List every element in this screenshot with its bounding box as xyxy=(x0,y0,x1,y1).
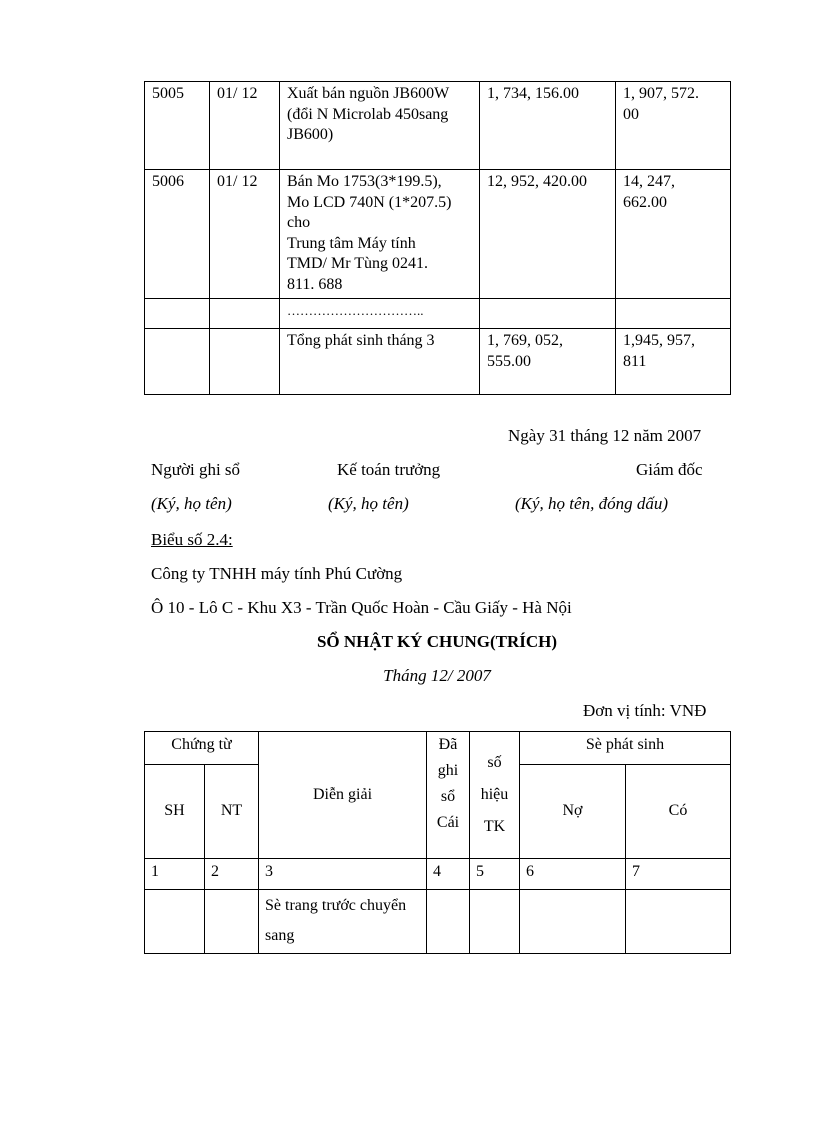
voucher-number: 5006 xyxy=(145,170,210,299)
index-cell: 7 xyxy=(626,859,731,890)
description-cell: ………………………….. xyxy=(280,299,480,329)
index-row xyxy=(145,859,731,890)
index-cell: 4 xyxy=(427,859,470,890)
debit-header: Nợ xyxy=(520,765,626,859)
credit-header: Có xyxy=(626,765,731,859)
chief-accountant-title: Kế toán trưởng xyxy=(337,460,441,479)
voucher-date: 01/ 12 xyxy=(210,170,280,299)
empty-cell xyxy=(470,890,520,954)
nt-header: NT xyxy=(205,765,259,859)
table-row xyxy=(145,82,731,170)
company-address: Ô 10 - Lô C - Khu X3 - Trần Quốc Hoàn - Cầu Giấy - Hà Nội xyxy=(151,598,572,617)
voucher-number: 5005 xyxy=(145,82,210,170)
empty-cell xyxy=(427,890,470,954)
empty-cell xyxy=(145,890,205,954)
chief-accountant-note: (Ký, họ tên) xyxy=(328,494,409,513)
description-header: Diễn giải xyxy=(259,732,427,859)
credit-cell: 14, 247, 662.00 xyxy=(616,170,731,299)
sh-header: SH xyxy=(145,765,205,859)
amount-header: Sè phát sinh xyxy=(520,732,731,765)
index-cell: 6 xyxy=(520,859,626,890)
recorder-title: Người ghi sổ xyxy=(151,460,241,479)
description-cell: Bán Mo 1753(3*199.5), Mo LCD 740N (1*207.5) cho Trung tâm Máy tính TMD/ Mr Tùng 0241. 811. 688 xyxy=(280,170,480,299)
empty-cell xyxy=(210,299,280,329)
director-title: Giám đốc xyxy=(636,460,703,479)
posted-header: Đã ghi sổ Cái xyxy=(427,732,470,859)
unit-label: Đơn vị tính: VNĐ xyxy=(583,701,707,720)
description-cell: Tổng phát sinh tháng 3 xyxy=(280,329,480,395)
empty-cell xyxy=(480,299,616,329)
journal-table xyxy=(144,731,731,954)
header-row xyxy=(145,732,731,765)
voucher-date: 01/ 12 xyxy=(210,82,280,170)
table-row xyxy=(145,299,731,329)
page-title: SỔ NHẬT KÝ CHUNG(TRÍCH) xyxy=(316,632,558,651)
empty-cell xyxy=(145,299,210,329)
debit-cell: 12, 952, 420.00 xyxy=(480,170,616,299)
account-header: số hiệu TK xyxy=(470,732,520,859)
table-row xyxy=(145,890,731,954)
ledger-table xyxy=(144,81,731,395)
director-note: (Ký, họ tên, đóng dấu) xyxy=(515,494,668,513)
empty-cell xyxy=(520,890,626,954)
empty-cell xyxy=(616,299,731,329)
empty-cell xyxy=(626,890,731,954)
index-cell: 3 xyxy=(259,859,427,890)
empty-cell xyxy=(210,329,280,395)
index-cell: 1 xyxy=(145,859,205,890)
debit-cell: 1, 734, 156.00 xyxy=(480,82,616,170)
table-row-total xyxy=(145,329,731,395)
form-label: Biểu số 2.4: xyxy=(151,530,233,549)
period-label: Tháng 12/ 2007 xyxy=(383,666,491,685)
credit-cell: 1,945, 957, 811 xyxy=(616,329,731,395)
description-cell: Xuất bán nguồn JB600W (đổi N Microlab 450sang JB600) xyxy=(280,82,480,170)
empty-cell xyxy=(145,329,210,395)
recorder-note: (Ký, họ tên) xyxy=(151,494,232,513)
empty-cell xyxy=(205,890,259,954)
table-row xyxy=(145,170,731,299)
company-name: Công ty TNHH máy tính Phú Cường xyxy=(151,564,403,583)
index-cell: 2 xyxy=(205,859,259,890)
credit-cell: 1, 907, 572. 00 xyxy=(616,82,731,170)
carry-forward-cell: Sè trang trước chuyển sang xyxy=(259,890,427,954)
date-line: Ngày 31 tháng 12 năm 2007 xyxy=(508,426,702,445)
index-cell: 5 xyxy=(470,859,520,890)
voucher-header: Chứng từ xyxy=(145,732,259,765)
debit-cell: 1, 769, 052, 555.00 xyxy=(480,329,616,395)
